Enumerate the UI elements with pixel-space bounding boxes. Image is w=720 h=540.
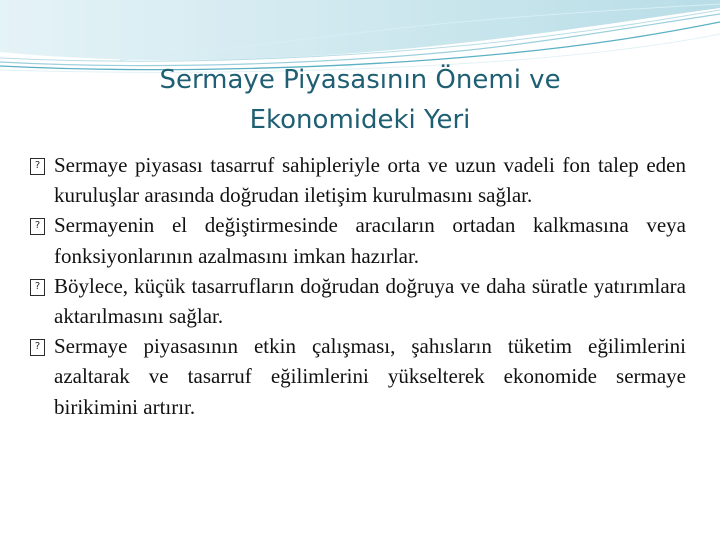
- bullet-text: Sermaye piyasasının etkin çalışması, şahısların tüketim eğilimlerini azaltarak ve tasarruf eğilimlerini yükselterek ekonomide sermaye birikimini artırır.: [54, 334, 686, 419]
- bullet-text: Sermayenin el değiştirmesinde aracıların ortadan kalkmasına veya fonksiyonlarının azalmasını imkan hazırlar.: [54, 213, 686, 268]
- bullet-icon: ?: [30, 158, 45, 175]
- bullet-item-1: [30, 150, 686, 210]
- bullet-item-2: [30, 210, 686, 270]
- bullet-text: Sermaye piyasası tasarruf sahipleriyle orta ve uzun vadeli fon talep eden kuruluşlar arasında doğrudan iletişim kurulmasını sağlar.: [54, 153, 686, 208]
- title-line-1: Sermaye Piyasasının Önemi ve: [159, 65, 561, 95]
- bullet-list: [30, 150, 686, 422]
- title-line-2: Ekonomideki Yeri: [249, 105, 471, 135]
- bullet-icon: ?: [30, 339, 45, 356]
- bullet-item-4: [30, 331, 686, 422]
- bullet-text: Böylece, küçük tasarrufların doğrudan doğruya ve daha süratle yatırımlara aktarılmasını sağlar.: [54, 273, 686, 329]
- bullet-icon: ?: [30, 279, 45, 296]
- slide-title: [60, 60, 660, 140]
- bullet-item-3: [30, 271, 686, 331]
- bullet-icon: ?: [30, 218, 45, 235]
